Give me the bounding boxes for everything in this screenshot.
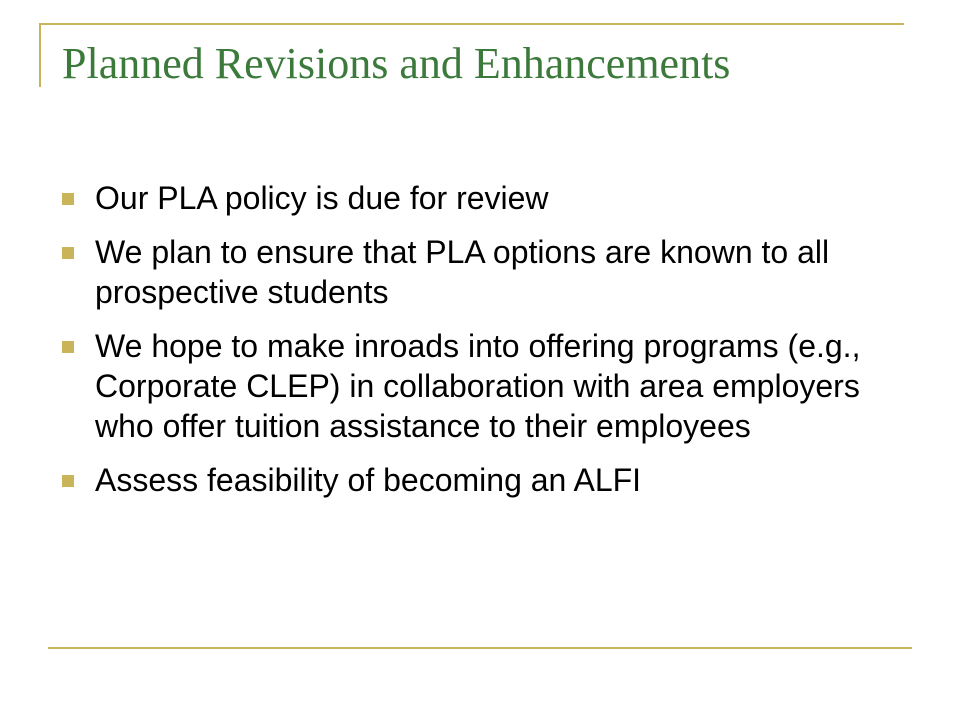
bullet-list (62, 178, 882, 514)
bullet-text: We hope to make inroads into offering programs (e.g., Corporate CLEP) in collaboration with area employers who offer tuition assistance to their employees (95, 328, 861, 444)
bullet-text: Assess feasibility of becoming an ALFI (95, 462, 642, 498)
square-bullet-icon (62, 341, 74, 353)
bullet-item (62, 232, 882, 312)
bullet-item (62, 460, 882, 500)
bullet-item (62, 326, 882, 446)
top-rule (40, 23, 904, 25)
square-bullet-icon (62, 247, 74, 259)
square-bullet-icon (62, 475, 74, 487)
square-bullet-icon (62, 193, 74, 205)
bottom-rule (48, 647, 912, 649)
left-rule (39, 23, 41, 87)
bullet-item (62, 178, 882, 218)
slide-title: Planned Revisions and Enhancements (62, 39, 731, 88)
bullet-text: Our PLA policy is due for review (95, 180, 549, 216)
bullet-text: We plan to ensure that PLA options are known to all prospective students (95, 234, 830, 310)
